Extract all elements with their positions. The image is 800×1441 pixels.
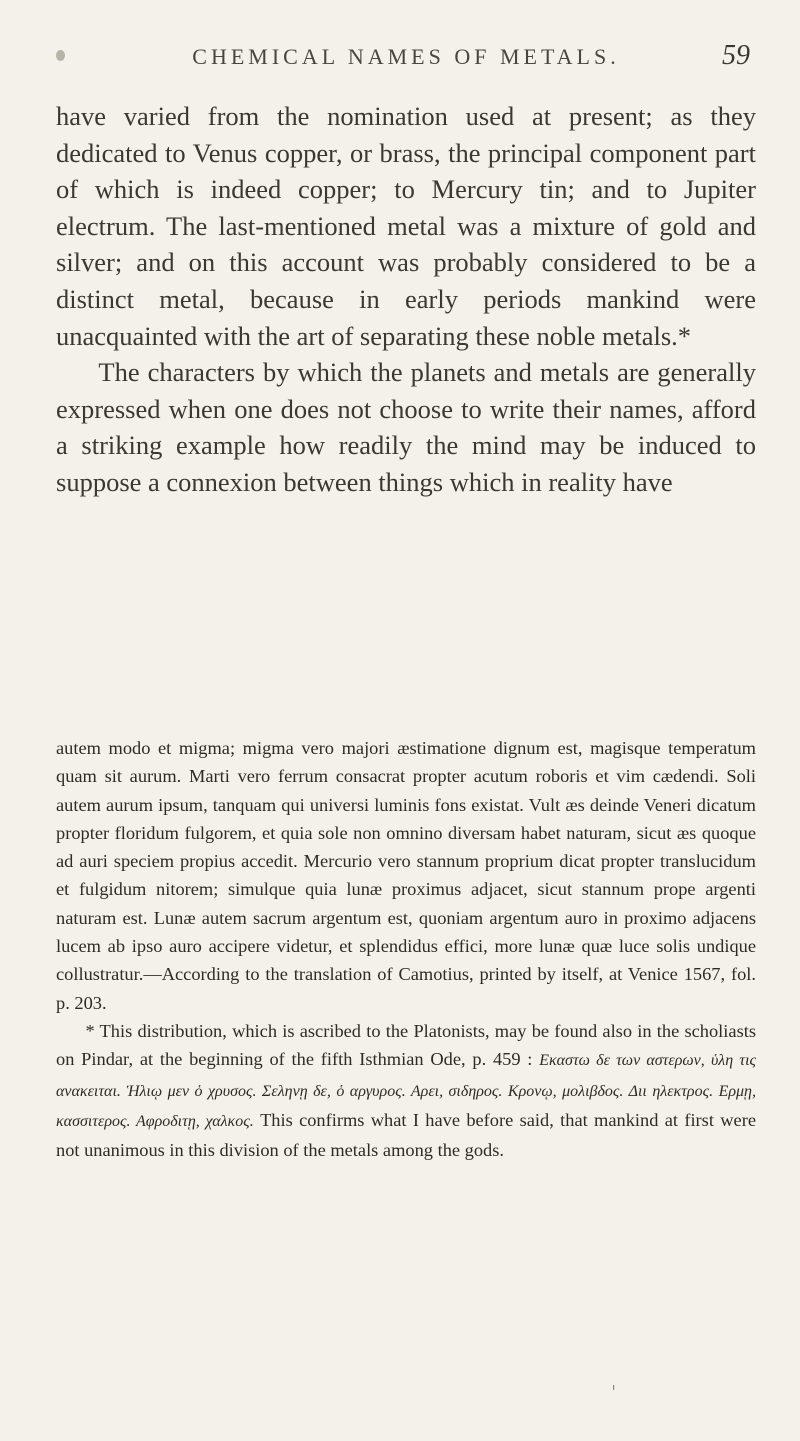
running-title: CHEMICAL NAMES OF METALS.	[192, 44, 620, 69]
footnote-continued: autem modo et migma; migma vero majori æstimatione dignum est, magisque temperatum quam sit aurum. Marti vero ferrum consacrat propter acutum roboris et vim cædendi. Soli autem aurum ipsum, tanquam qui universi luminis fons existat. Vult æs deinde Veneri dicatum propter floridum fulgorem, et quia sole non omnino diversam habet naturam, sicut æs quoque ad auri speciem propius accedit. Mercurio vero stannum proprium dicat propter translucidum et fulgidum nitorem; simulque quia lunæ proximus adjacet, sicut stannum prope argenti naturam est. Lunæ autem sacrum argentum est, quoniam argentum auro in proximo adjacens lucem ab ipso auro accipere videtur, et splendidus effici, more lunæ quæ luce solis undique collustratur.—According to the translation of Camotius, printed by itself, at Venice 1567, fol. p. 203.	[56, 738, 756, 1013]
greek-quotation: Εκαστω δε των αστερων, ὑλη τις ανακειται. Ἡλιῳ μεν ὁ χρυσος. Σεληνῃ δε, ὁ αργυρος. Αρει, σιδηρος. Κρονῳ, μολιβδος. Διι ηλεκτρος. Ερμῃ, κασσιτερος. Αφροδιτῃ, χαλκος.	[56, 1052, 757, 1130]
footnote-star-lead: * This distribution, which is ascribed to the Platonists, may be found also in the scholiasts on Pindar, at the beginning of the fifth Isthmian Ode, p. 459 :	[56, 1020, 756, 1070]
footnote-star-tail: This confirms what I have before said, that mankind at first were not unanimous in this division of the metals among the gods.	[56, 1109, 756, 1161]
page-header	[56, 36, 756, 86]
footnote-star	[56, 1017, 756, 1164]
paragraph-1: have varied from the nomination used at present; as they dedicated to Venus copper, or brass, the principal component part of which is indeed copper; to Mercury tin; and to Jupiter electrum. The last-mentioned metal was a mixture of gold and silver; and on this account was probably considered to be a distinct metal, because in early periods mankind were unacquainted with the art of separating these noble metals.*	[56, 101, 756, 351]
paper-speck	[612, 1385, 616, 1391]
footnotes	[56, 734, 756, 1164]
paragraph-2: The characters by which the planets and metals are generally expressed when one does not choose to write their names, afford a striking example how readily the mind may be induced to suppose a connexion between things which in reality have	[56, 357, 756, 497]
main-text	[56, 98, 756, 501]
page-number: 59	[722, 40, 750, 71]
